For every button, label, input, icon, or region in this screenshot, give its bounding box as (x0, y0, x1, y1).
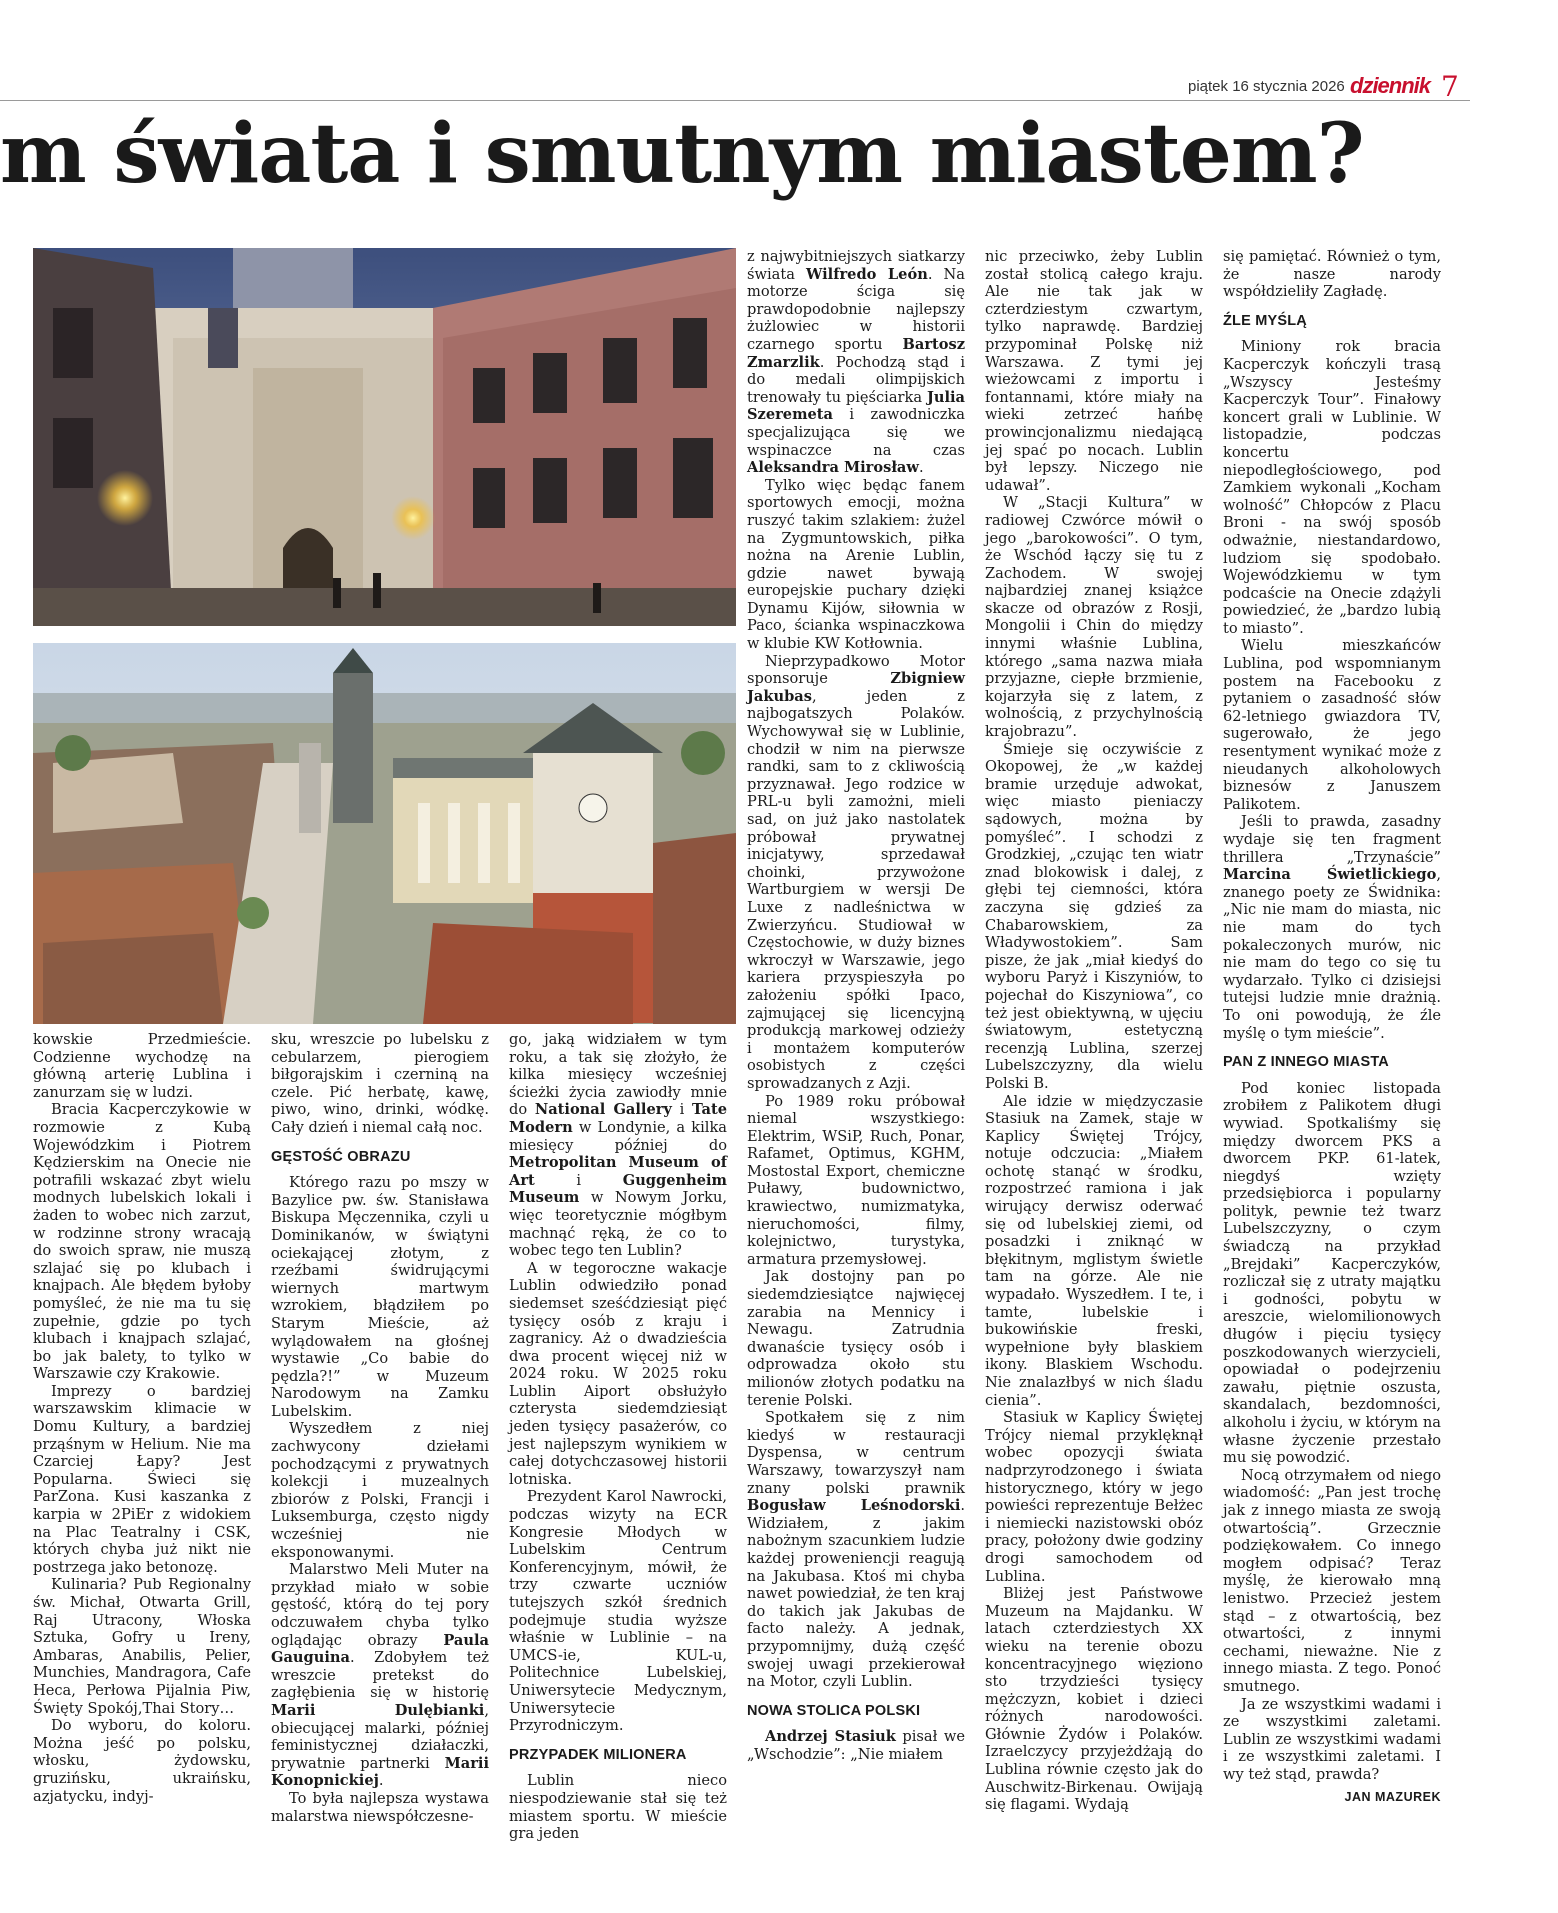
name-bold: Zbigniew Jakubas (747, 670, 965, 705)
name-bold: Guggenheim Museum (509, 1171, 727, 1207)
text-run: w Nowym Jorku, więc teoretycznie mógłbym machnąć ręką, że co to wobec tego ten Lublin? (509, 1189, 727, 1260)
text-run: . (378, 1772, 384, 1790)
text-run: . Pochodzą stąd i do medali olimpijskich trenowały tu pięściarka (747, 353, 965, 406)
paragraph: Kulinaria? Pub Regionalny św. Michał, Otwarta Grill, Raj Utracony, Włoska Sztuka, Gofry u Ireny, Ambaras, Anabilis, Pelier, Munchies, Mandragora, Cafe Heca, Perłowa Pijalnia Piw, Święty Spokój,Thai Story… (33, 1576, 251, 1717)
paragraph: Nocą otrzymałem od niego wiadomość: „Pan jest trochę jak z innego miasta ze swoją otwartością”. Grzecznie podziękowałem. Co innego mogłem odpisać? Teraz myślę, że kierowało mną lenistwo. Przecież jestem stąd – z otwartością, bez otwartości, z innymi cechami, nieważne. Nie z innego miasta. Z tego. Ponoć smutnego. (1223, 1466, 1441, 1695)
name-bold: Marii Konopnickiej (271, 1754, 489, 1790)
name-bold: Bartosz Zmarzlik (747, 335, 965, 371)
text-run: i zawodniczka specjalizująca się we wspinaczce na czas (747, 406, 965, 459)
paragraph: się pamiętać. Również o tym, że nasze narody współdzieliły Zagładę. (1223, 248, 1441, 301)
author-byline: JAN MAZUREK (1344, 1790, 1441, 1805)
paragraph: Bracia Kacperczykowie w rozmowie z Kubą Wojewódzkim i Piotrem Kędzierskim na Onecie nie potrafili wskazać zbyt wielu modnych lubelskich lokali i żaden to wobec nich zarzut, w rodzinne strony wracają do swoich spraw, nie muszą szlajać się po klubach i knajpach. Ale błędem byłoby pomyśleć, że nie ma tu się zupełnie, gdzie po tych klubach i knajpach szlajać, bo jak balety, to tylko w Warszawie czy Krakowie. (33, 1101, 251, 1383)
paragraph: Bliżej jest Państwowe Muzeum na Majdanku. W latach czterdziestych XX wieku na terenie obozu koncentracyjnego więziono sto trzydzieści tysięcy mężczyzn, kobiet i dzieci różnych narodowości. Głównie Żydów i Polaków. Izraelczycy przyjeżdżają do Lublina równie często jak do Auschwitz-Birkenau. Owijają się flagami. Wydają (985, 1585, 1203, 1814)
paragraph: Którego razu po mszy w Bazylice pw. św. Stanisława Biskupa Męczennika, czyli u Dominikanów, w świątyni ociekającej złotym, z rzeźbami świdrującymi wiernych martwym wzrokiem, błądziłem po Starym Mieście, aż wylądowałem na głośnej wystawie „Co babie do pędzla?!” w Muzeum Narodowym na Zamku Lubelskim. (271, 1174, 489, 1420)
text-run: . Na motorze ściga się prawdopodobnie najlepszy żużlowiec w historii czarnego sportu (747, 265, 966, 353)
name-bold: Aleksandra Mirosław (747, 459, 919, 477)
paragraph: Tylko więc będąc fanem sportowych emocji, można ruszyć takim szlakiem: żużel na Zygmuntowskich, piłka nożna na Arenie Lublin, gdzie nawet bywają europejskie puchary dzięki Dynamu Kijów, siłownia w Paco, ścianka wspinaczkowa w klubie KW Kotłownia. (747, 476, 965, 653)
paragraph (1223, 813, 1441, 1042)
paragraph: Lublin nieco niespodziewanie stał się też miastem sportu. W mieście gra jeden (509, 1772, 727, 1843)
section-heading: PRZYPADEK MILIONERA (509, 1746, 687, 1763)
paragraph (747, 248, 965, 477)
paragraph: W „Stacji Kultura” w radiowej Czwórce mówił o jego „barokowości”. O tym, że Wschód łączy się tu z Zachodem. W swojej najbardziej znanej książce skacze od obrazów z Rosji, Mongolii i Chin do między innymi właśnie Lublina, którego „sama nazwa miała przyjazne, ciepłe brzmienie, kojarzyła się z latem, z wolnością, z przychylnością krajobrazu”. (985, 494, 1203, 741)
section-heading: GĘSTOŚĆ OBRAZU (271, 1148, 411, 1165)
paragraph: Śmieje się oczywiście z Okopowej, że „w każdej bramie urzęduje adwokat, więc miasto pieniaczy sądowych, można by pomyśleć”. I schodzi z Grodzkiej, „czując ten wiatr znad blokowisk i dalej, z głębi tej ciemności, która zaczyna się gdzieś za Chabarowskiem, za Władywostokiem”. Sam pisze, że jak „miał kiedyś do wyboru Paryż i Kiszyniów, to pojechał do Kiszyniowa”, co też jest obiektywną, w ujęciu światowym, estetyczną recenzją Lublina, szerzej Lubelszczyzny, dla wielu Polski B. (985, 740, 1203, 1092)
article-column-4 (747, 248, 965, 1763)
text-run: i (534, 1171, 623, 1189)
name-bold: Wilfredo León (806, 265, 928, 283)
text-run: Nieprzypadkowo Motor sponsoruje (747, 652, 965, 688)
paragraph: nic przeciwko, żeby Lublin został stolicą całego kraju. Ale nie tak jak w czterdziestym czwartym, tylko naprawdę. Bardziej przypominał Polskę niż Warszawa. Z tymi jej wieżowcami z importu i fontannami, które miały na wieki zetrzeć hańbę prowincjonalizmu niedającą jej spać po nocach. Lublin był lepszy. Niczego nie udawał”. (985, 248, 1203, 494)
text-run: Jeśli to prawda, zasadny wydaje się ten fragment thrillera „Trzynaście” (1223, 813, 1441, 866)
paragraph: Po 1989 roku próbował niemal wszystkiego: Elektrim, WSiP, Ruch, Ponar, Rafamet, Optimus, KGHM, Mostostal Export, chemiczne Puławy, budownictwo, krawiectwo, numizmatyka, nieruchomości, filmy, kolejnictwo, turystyka, armatura przemysłowej. (747, 1092, 965, 1268)
name-bold: Tate Modern (509, 1101, 727, 1136)
page-number: 7 (1441, 70, 1459, 103)
name-bold: Paula Gauguina (271, 1631, 489, 1667)
name-bold: Bogusław Leśnodorski (747, 1497, 961, 1515)
name-bold: Metropolitan Museum of Art (509, 1154, 727, 1189)
name-bold: Julia Szeremeta (747, 388, 965, 424)
text-run: z najwybitniejszych siatkarzy świata (747, 248, 965, 283)
newspaper-logo: dziennik (1350, 73, 1431, 98)
paragraph: A w tegoroczne wakacje Lublin odwiedziło ponad siedemset sześćdziesiąt pięć tysięcy osób z kraju i zagranicy. Aż o dwadzieścia dwa procent więcej niż w 2024 roku. W 2025 roku Lublin Aiport obsłużyło czterysta siedemdziesiąt jeden tysięcy pasażerów, co jest najlepszym wynikiem w całej dotychczasowej historii lotniska. (509, 1259, 727, 1488)
headline: m świata i smutnym miastem? (0, 106, 1364, 202)
text-run: i (671, 1101, 693, 1119)
text-run: Spotkałem się z nim kiedyś w restauracji Dyspensa, w centrum Warszawy, towarzyszył nam znany polski prawnik (747, 1409, 965, 1497)
paragraph: kowskie Przedmieście. Codzienne wychodzę na główną arterię Lublina i zanurzam się w ludzi. (33, 1031, 251, 1101)
photo-aerial-town-hall (33, 643, 736, 1024)
article-column-1 (33, 1031, 251, 1805)
article-column-5 (985, 248, 1203, 1814)
paragraph (509, 1031, 727, 1260)
paragraph (747, 1728, 965, 1763)
paragraph (747, 1409, 965, 1691)
paragraph: To była najlepsza wystawa malarstwa niewspółczesne- (271, 1789, 489, 1825)
paragraph: Stasiuk w Kaplicy Świętej Trójcy niemal przyklęknął wobec opozycji świata nadprzyrodzonego i świata historycznego, który w jego powieści reprezentuje Bełżec i niemiecki nazistowski obóz pracy, położony dwie godziny drogi samochodem od Lublina. (985, 1409, 1203, 1585)
paragraph (747, 653, 965, 1093)
name-bold: Marii Dulębianki (271, 1701, 485, 1719)
name-bold: Marcina Świetlickiego (1223, 866, 1437, 884)
paragraph: Wyszedłem z niej zachwycony dziełami pochodzącymi z prywatnych kolekcji i muzealnych zbiorów z Polski, Francji i Luksemburga, często nigdy wcześniej nie eksponowanymi. (271, 1420, 489, 1561)
paragraph: Prezydent Karol Nawrocki, podczas wizyty na ECR Kongresie Młodych w Lubelskim Centrum Konferencyjnym, mówił, że trzy czwarte uczniów tutejszych szkół średnich podejmuje studia wyższe właśnie w Lublinie – na UMCS-ie, KUL-u, Politechnice Lubelskiej, Uniwersytecie Medycznym, Uniwersytecie Przyrodniczym. (509, 1488, 727, 1735)
issue-date: piątek 16 stycznia 2026 (1188, 78, 1345, 95)
section-heading: PAN Z INNEGO MIASTA (1223, 1054, 1389, 1071)
text-run: go, jaką widziałem w tym roku, a tak się złożyło, że kilka miesięcy wcześniej ścieżki życia zawiodły mnie do (509, 1031, 727, 1119)
paragraph: Imprezy o bardziej warszawskim klimacie w Domu Kultury, a bardziej prząśnym w Helium. Nie ma Czarciej Łapy? Jest Popularna. Świeci się ParZona. Kusi kaszanka z karpia w 2PiEr z widokiem na Plac Teatralny i CSK, których chyba już nikt nie postrzega jako betonozę. (33, 1382, 251, 1576)
text-run: Malarstwo Meli Muter na przykład miało w sobie gęstość, którą do tej pory odczuwałem chyba tylko oglądając obrazy (271, 1561, 489, 1649)
article-column-6 (1223, 248, 1441, 1807)
name-bold: National Gallery (534, 1101, 672, 1119)
text-run: pisał we „Wschodzie”: „Nie miałem (747, 1728, 965, 1763)
text-run: . Widziałem, z jakim nabożnym szacunkiem ludzie każdej proweniencji reagują na Jakubasa. Ktoś mi chyba nawet powiedział, że ten kraj do takich jak Jakubas de facto należy. A jednak, przypomnijmy, dużą część swojej uwagi przekierował na Motor, czyli Lublin. (747, 1497, 965, 1691)
paragraph: Do wyboru, do koloru. Można jeść po polsku, włosku, żydowsku, gruzińsku, ukraińsku, azjatycku, indyj- (33, 1717, 251, 1805)
section-heading: NOWA STOLICA POLSKI (747, 1702, 921, 1719)
text-run: , jeden z najbogatszych Polaków. Wychowywał się w Lublinie, chodził w nim na pierwsze randki, sam to z ckliwością przyznawał. Jego rodzice w PRL-u byli zamożni, mieli sad, on już jako nastolatek próbował prywatnej inicjatywy, sprzedawał choinki, przywożone Wartburgiem w wersji De Luxe z nadleśnictwa w Zwierzyńcu. Studiował w Częstochowie, w duży biznes wkroczył w Warszawie, jego kariera przyspieszyła po założeniu spółki Ipaco, zajmującej się licencyjną produkcją markowej odzieży i montażem komputerów osobistych z części sprowadzanych z Azji. (747, 687, 965, 1092)
paragraph: Miniony rok bracia Kacperczyk kończyli trasą „Wszyscy Jesteśmy Kacperczyk Tour”. Finałowy koncert grali w Lublinie. W listopadzie, podczas koncertu niepodległościowego, pod Zamkiem wykonali „Kocham wolność” Chłopców z Placu Broni - na swój sposób odważnie, niestandardowo, ludziom się spodobało. Wojewódzkiemu w tym podcaście na Onecie zdążyli powiedzieć, że „bardzo lubią to miasto”. (1223, 338, 1441, 637)
text-run: . Zdobyłem też wreszcie pretekst do zagłębienia się w historię (271, 1649, 489, 1702)
name-bold: Andrzej Stasiuk (765, 1728, 896, 1746)
paragraph: Ja ze wszystkimi wadami i ze wszystkimi zaletami. Lublin ze wszystkimi wadami i ze wszystkimi zaletami. I wy też stąd, prawda? (1223, 1695, 1441, 1783)
text-run: , obiecującej malarki, później feministycznej działaczki, prywatnie partnerki (271, 1701, 489, 1772)
photo-old-town-street (33, 248, 736, 626)
paragraph: Ale idzie w międzyczasie Stasiuk na Zamek, staje w Kaplicy Świętej Trójcy, notuje odczucia: „Miałem ochotę stanąć w środku, rozpostrzeć ramiona i jak wirujący derwisz oderwać się od lubelskiej ziemi, od posadzki i zniknąć w błękitnym, mglistym świetle tam na górze. Ale nie wypadało. Wyszedłem. I te, i tamte, lubelskie i bukowińskie freski, wypełnione były blaskiem ikony. Blaskiem Wschodu. Nie znalazłbyś w nich śladu cienia”. (985, 1092, 1203, 1409)
text-run: w Londynie, a kilka miesięcy później do (509, 1118, 727, 1154)
article-column-3 (509, 1031, 727, 1843)
paragraph: Jak dostojny pan po siedemdziesiątce najwięcej zarabia na Mennicy i Newagu. Zatrudnia dwanaście tysięcy osób i odprowadza około stu milionów złotych podatku na terenie Polski. (747, 1268, 965, 1409)
text-run: . (918, 459, 924, 477)
paragraph: Pod koniec listopada zrobiłem z Palikotem długi wywiad. Spotkaliśmy się między dworcem PKS a dworcem PKP. 61-latek, niegdyś wzięty przedsiębiorca i popularny polityk, pewnie też twarz Lubelszczyzny, o czym świadczą na przykład „Brejdaki” Kacperczyków, rozliczał się z utraty majątku i godności, pobytu w areszcie, wielomilionowych długów i pięciu tysięcy poszkodowanych wierzycieli, opowiadał o podejrzeniu zawału, piętnie oszusta, skandalach, bezdomności, alkoholu i życiu, w którym na własne życzenie przestało mu się powodzić. (1223, 1079, 1441, 1467)
paragraph: Wielu mieszkańców Lublina, pod wspomnianym postem na Facebooku z pytaniem o zasadność słów 62-letniego gwiazdora TV, sugerowało, że jego resentyment wynikać może z nieudanych alkoholowych biznesów z Januszem Palikotem. (1223, 637, 1441, 813)
section-heading: ŹLE MYŚLĄ (1223, 312, 1307, 329)
text-run: , znanego poety ze Świdnika: „Nic nie mam do miasta, nic nie mam do tych pokaleczonych murów, nic nie mam do tego co się tu wydarzało. Tylko ci dzisiejsi tutejsi ludzie mnie drażnią. To oni powodują, że źle myślę o tym mieście”. (1223, 866, 1441, 1042)
paragraph: sku, wreszcie po lubelsku z cebularzem, pierogiem biłgorajskim i czerniną na czele. Pić herbatę, kawę, piwo, wino, drinki, wódkę. Cały dzień i niemal całą noc. (271, 1031, 489, 1136)
article-column-2 (271, 1031, 489, 1825)
paragraph (271, 1561, 489, 1790)
header-rule (0, 100, 1470, 101)
